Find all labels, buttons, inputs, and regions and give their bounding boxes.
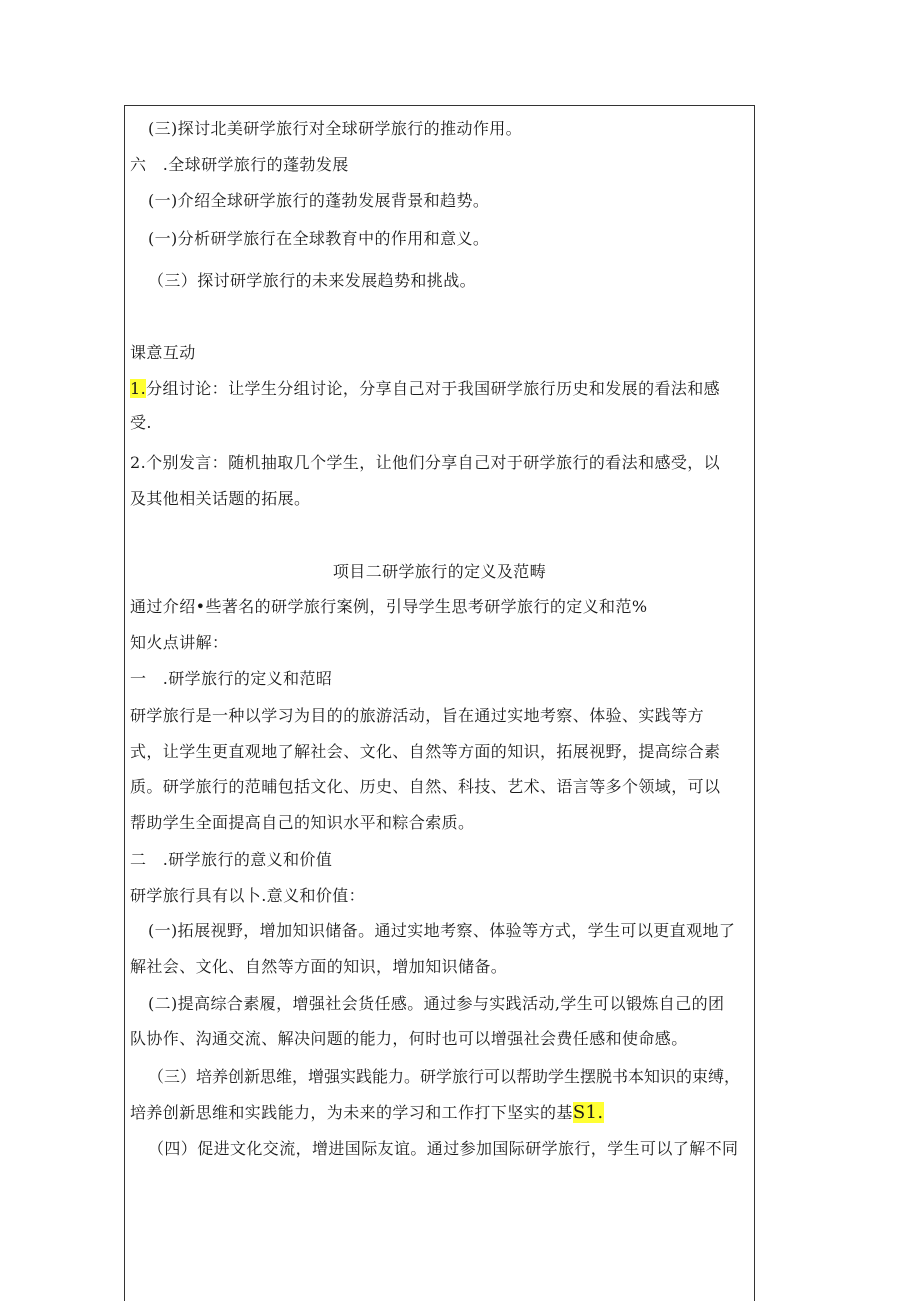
text-line: (二)提高综合素履，增强社会货任感。通过参与实践活动,学生可以锻炼自己的团 [148,994,725,1013]
text-line: （三）培养创新思维，增强实践能力。研学旅行可以帮助学生摆脱书本知识的束缚， [148,1067,741,1086]
section-heading: 六 .全球研学旅行的蓬勃发展 [130,155,349,174]
text-line: 通过介绍•些著名的研学旅行案例，引导学生思考研学旅行的定义和范% [130,597,648,616]
text-line: 知火点讲解： [130,633,229,652]
highlight-mark: 1. [130,379,147,398]
text-line: 帮助学生全面提高自己的知识水平和粽合索质。 [130,813,475,832]
section-heading: 二 .研学旅行的意义和价值 [130,850,333,869]
text-line: (一)分析研学旅行在全球教育中的作用和意义。 [148,229,490,248]
section-title: 项目二研学旅行的定义及范畴 [332,562,547,581]
text-line: 1.分组讨论：让学生分组讨论，分享自己对于我国研学旅行历史和发展的看法和感 [130,379,721,398]
text-line: 解社会、文化、自然等方面的知识，增加知识储备。 [130,957,508,976]
section-heading: 课意互动 [130,343,196,362]
text-line: 质。研学旅行的范晡包括文化、历史、自然、科技、艺术、语言等多个领域，可以 [130,777,721,796]
text-line: 及其他相关话题的拓展。 [130,489,311,508]
text-line: 研学旅行是一种以学习为目的的旅游活动，旨在通过实地考察、体验、实践等方 [130,706,705,725]
text-line: 培养创新思维和实践能力，为未来的学习和工作打下坚实的基S1. [130,1102,604,1123]
text-line: 研学旅行具有以卜.意义和价值： [130,886,366,905]
section-heading: 一 .研学旅行的定义和范昭 [130,669,333,688]
text-line: (一)介绍全球研学旅行的蓬勃发展背景和趋势。 [148,191,490,210]
text-line: 2.个别发言：随机抽取几个学生，让他们分享自己对于研学旅行的看法和感受，以 [130,453,721,472]
text-line: 队协作、沟通交流、解决问题的能力，何时也可以增强社会费任感和使命感。 [130,1029,688,1048]
highlight-mark: S1. [572,1102,604,1123]
text-line: (一)拓展视野，增加知识储备。通过实地考察、体验等方式，学生可以更直观地了 [148,921,736,940]
text-line: （四）促进文化交流，增进国际友谊。通过参加国际研学旅行，学生可以了解不同 [148,1139,739,1158]
text-line: (三)探讨北美研学旅行对全球研学旅行的推动作用。 [148,119,523,138]
text-line: 式，让学生更直观地了解社会、文化、自然等方面的知识，拓展视野，提高综合素 [130,742,721,761]
text-line: （三）探讨研学旅行的未来发展趋势和挑战。 [148,271,477,290]
text-line: 受. [130,413,152,432]
